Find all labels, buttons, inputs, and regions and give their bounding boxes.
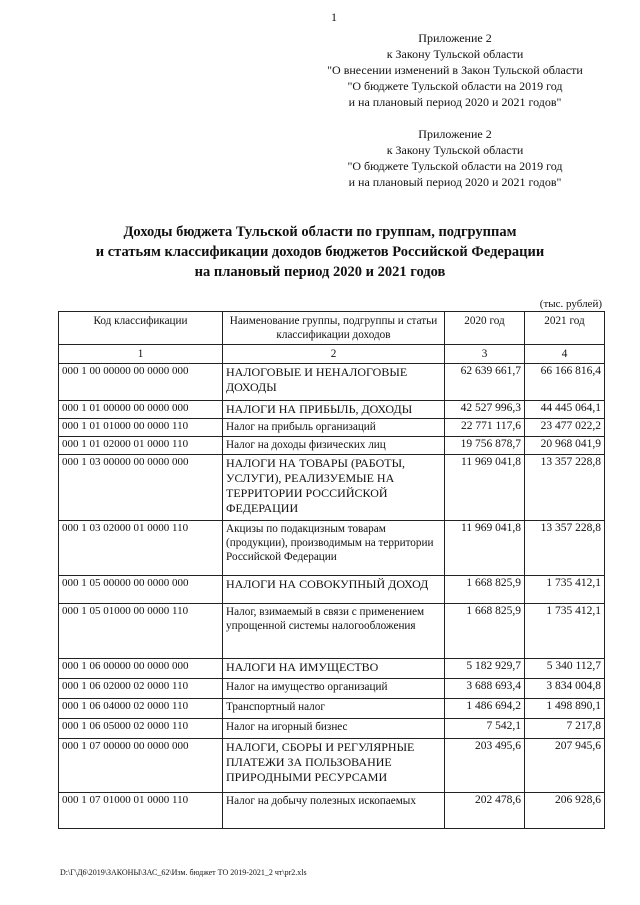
- header-2021: 2021 год: [525, 312, 605, 345]
- title-line: Доходы бюджета Тульской области по группам, подгруппам: [123, 224, 517, 240]
- row-name: НАЛОГИ НА СОВОКУПНЫЙ ДОХОД: [223, 576, 445, 604]
- appendix-line: Приложение 2: [418, 31, 492, 45]
- row-code: 000 1 07 00000 00 0000 000: [59, 739, 223, 793]
- row-name: Транспортный налог: [223, 699, 445, 719]
- row-name: Налог на игорный бизнес: [223, 719, 445, 739]
- row-code: 000 1 06 05000 02 0000 110: [59, 719, 223, 739]
- row-name: Налог, взимаемый в связи с применением упрощенной системы налогообложения: [223, 604, 445, 659]
- table-row: [59, 364, 605, 401]
- row-name: Акцизы по подакцизным товарам (продукции), производимым на территории Российской Федерации: [223, 521, 445, 576]
- row-name: НАЛОГИ, СБОРЫ И РЕГУЛЯРНЫЕ ПЛАТЕЖИ ЗА ПОЛЬЗОВАНИЕ ПРИРОДНЫМИ РЕСУРСАМИ: [223, 739, 445, 793]
- row-value-2020: 7 542,1: [445, 719, 525, 739]
- row-value-2021: 1 735 412,1: [525, 604, 605, 659]
- row-value-2020: 202 478,6: [445, 793, 525, 829]
- title-line: на плановый период 2020 и 2021 годов: [194, 264, 446, 280]
- row-code: 000 1 07 01000 01 0000 110: [59, 793, 223, 829]
- table-row: [59, 699, 605, 719]
- row-name: НАЛОГОВЫЕ И НЕНАЛОГОВЫЕ ДОХОДЫ: [223, 364, 445, 401]
- title-line: и статьям классификации доходов бюджетов Российской Федерации: [95, 244, 545, 260]
- row-code: 000 1 01 01000 00 0000 110: [59, 419, 223, 437]
- row-value-2021: 20 968 041,9: [525, 437, 605, 455]
- row-name: Налог на имущество организаций: [223, 679, 445, 699]
- row-name: НАЛОГИ НА ТОВАРЫ (РАБОТЫ, УСЛУГИ), РЕАЛИЗУЕМЫЕ НА ТЕРРИТОРИИ РОССИЙСКОЙ ФЕДЕРАЦИИ: [223, 455, 445, 521]
- table-row: [59, 679, 605, 699]
- page-number: 1: [331, 10, 337, 24]
- column-number-row: [59, 345, 605, 364]
- table-row: [59, 659, 605, 679]
- document-title: [60, 222, 580, 282]
- row-value-2021: 7 217,8: [525, 719, 605, 739]
- column-number: 1: [59, 345, 223, 364]
- row-value-2021: 1 735 412,1: [525, 576, 605, 604]
- column-number: 4: [525, 345, 605, 364]
- row-value-2020: 19 756 878,7: [445, 437, 525, 455]
- income-table: [58, 311, 605, 829]
- row-code: 000 1 06 02000 02 0000 110: [59, 679, 223, 699]
- table-row: [59, 604, 605, 659]
- row-value-2021: 1 498 890,1: [525, 699, 605, 719]
- table-row: [59, 455, 605, 521]
- row-value-2021: 3 834 004,8: [525, 679, 605, 699]
- header-code: Код классификации: [59, 312, 223, 345]
- row-value-2020: 22 771 117,6: [445, 419, 525, 437]
- row-code: 000 1 01 00000 00 0000 000: [59, 401, 223, 419]
- header-2020: 2020 год: [445, 312, 525, 345]
- row-value-2021: 66 166 816,4: [525, 364, 605, 401]
- table-row: [59, 719, 605, 739]
- appendix-header-original: [290, 126, 620, 190]
- row-value-2021: 13 357 228,8: [525, 455, 605, 521]
- row-value-2020: 11 969 041,8: [445, 521, 525, 576]
- table-row: [59, 419, 605, 437]
- row-value-2021: 207 945,6: [525, 739, 605, 793]
- column-number: 2: [223, 345, 445, 364]
- row-name: НАЛОГИ НА ПРИБЫЛЬ, ДОХОДЫ: [223, 401, 445, 419]
- row-value-2020: 1 668 825,9: [445, 604, 525, 659]
- row-code: 000 1 00 00000 00 0000 000: [59, 364, 223, 401]
- row-code: 000 1 06 04000 02 0000 110: [59, 699, 223, 719]
- row-code: 000 1 01 02000 01 0000 110: [59, 437, 223, 455]
- column-number: 3: [445, 345, 525, 364]
- appendix-line: к Закону Тульской области: [386, 143, 524, 157]
- row-value-2020: 3 688 693,4: [445, 679, 525, 699]
- units-label: (тыс. рублей): [539, 298, 602, 310]
- row-value-2020: 11 969 041,8: [445, 455, 525, 521]
- table-row: [59, 793, 605, 829]
- row-value-2020: 203 495,6: [445, 739, 525, 793]
- row-name: Налог на доходы физических лиц: [223, 437, 445, 455]
- appendix-line: "О бюджете Тульской области на 2019 год: [347, 159, 563, 173]
- table-row: [59, 437, 605, 455]
- row-value-2020: 5 182 929,7: [445, 659, 525, 679]
- appendix-line: "О бюджете Тульской области на 2019 год: [347, 79, 563, 93]
- table-header-row: [59, 312, 605, 345]
- row-name: Налог на добычу полезных ископаемых: [223, 793, 445, 829]
- row-code: 000 1 05 01000 00 0000 110: [59, 604, 223, 659]
- row-value-2020: 62 639 661,7: [445, 364, 525, 401]
- appendix-header-amendment: [290, 30, 620, 110]
- file-path-footer: D:\Г\Д6\2019\ЗАКОНЫ\ЗАС_62\Изм. бюджет ТО 2019-2021_2 чт\pr2.xls: [60, 868, 307, 877]
- row-name: НАЛОГИ НА ИМУЩЕСТВО: [223, 659, 445, 679]
- appendix-line: Приложение 2: [418, 127, 492, 141]
- row-code: 000 1 05 00000 00 0000 000: [59, 576, 223, 604]
- row-name: Налог на прибыль организаций: [223, 419, 445, 437]
- table-row: [59, 576, 605, 604]
- row-code: 000 1 03 02000 01 0000 110: [59, 521, 223, 576]
- row-code: 000 1 03 00000 00 0000 000: [59, 455, 223, 521]
- row-value-2021: 206 928,6: [525, 793, 605, 829]
- row-value-2020: 1 486 694,2: [445, 699, 525, 719]
- row-value-2021: 13 357 228,8: [525, 521, 605, 576]
- appendix-line: "О внесении изменений в Закон Тульской области: [327, 63, 583, 77]
- row-value-2020: 1 668 825,9: [445, 576, 525, 604]
- appendix-line: к Закону Тульской области: [386, 47, 524, 61]
- table-row: [59, 739, 605, 793]
- row-value-2020: 42 527 996,3: [445, 401, 525, 419]
- row-value-2021: 44 445 064,1: [525, 401, 605, 419]
- table-row: [59, 401, 605, 419]
- appendix-line: и на плановый период 2020 и 2021 годов": [348, 95, 562, 109]
- row-value-2021: 5 340 112,7: [525, 659, 605, 679]
- header-name: Наименование группы, подгруппы и статьи классификации доходов: [223, 312, 445, 345]
- row-code: 000 1 06 00000 00 0000 000: [59, 659, 223, 679]
- table-row: [59, 521, 605, 576]
- row-value-2021: 23 477 022,2: [525, 419, 605, 437]
- appendix-line: и на плановый период 2020 и 2021 годов": [348, 175, 562, 189]
